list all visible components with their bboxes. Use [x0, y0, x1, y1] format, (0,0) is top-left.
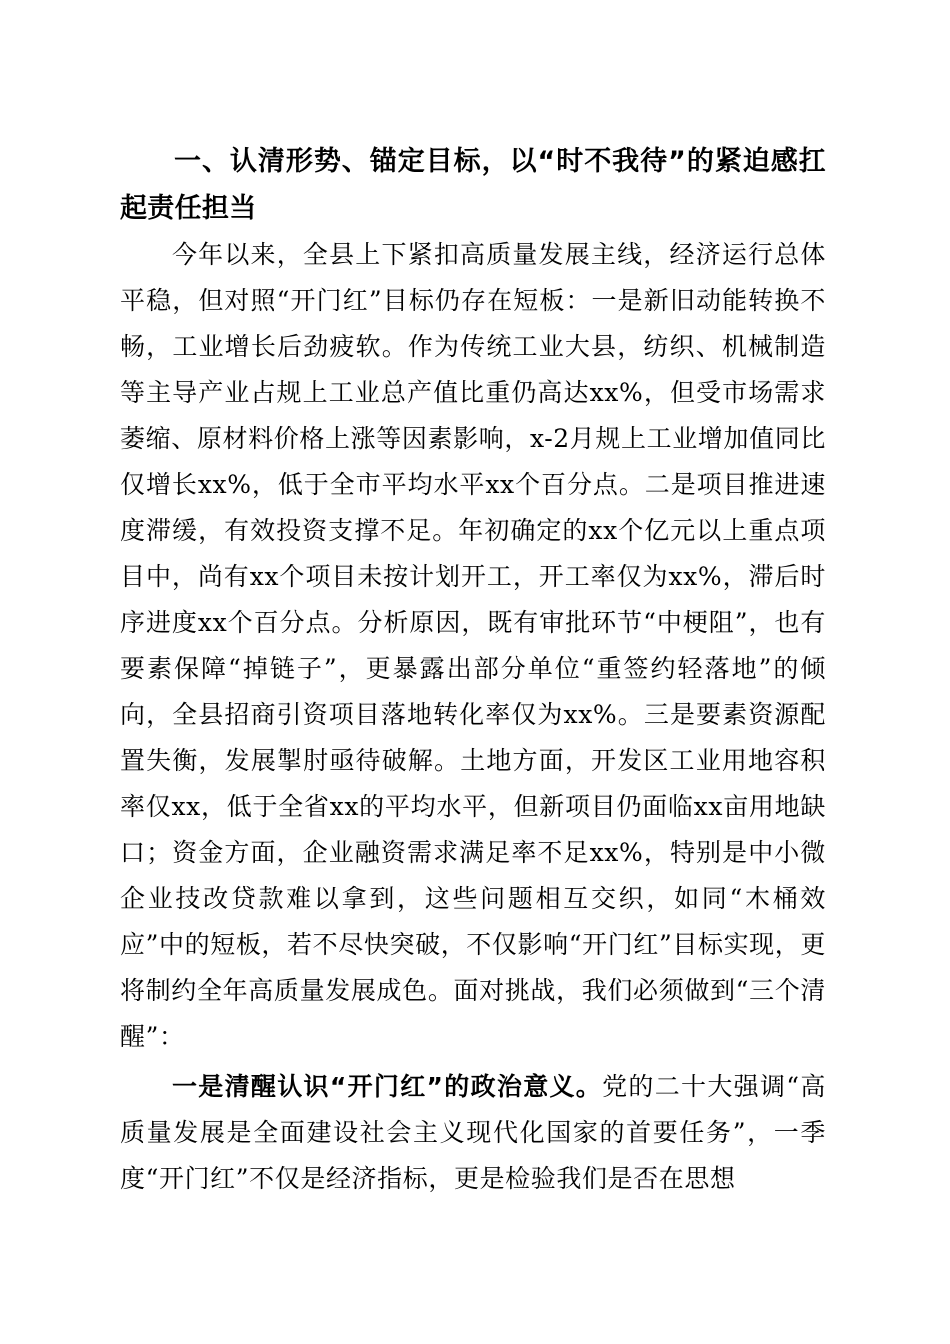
paragraph-text-2: 党的二十大强调“高质量发展是全面建设社会主义现代化国家的首要任务”，一季度“开门红”不仅是经济指标，更是检验我们是否在思想 [120, 1072, 826, 1193]
paragraph-text-1: 今年以来，全县上下紧扣高质量发展主线，经济运行总体平稳，但对照“开门红”目标仍存在短板：一是新旧动能转换不畅，工业增长后劲疲软。作为传统工业大县，纺织、机械制造等主导产业占规上工业总产值比重仍高达xx%，但受市场需求萎缩、原材料价格上涨等因素影响，x-2月规上工业增加值同比仅增长xx%，低于全市平均水平xx个百分点。二是项目推进速度滞缓，有效投资支撑不足。年初确定的xx个亿元以上重点项目中，尚有xx个项目未按计划开工，开工率仅为xx%，滞后时序进度xx个百分点。分析原因，既有审批环节“中梗阻”，也有要素保障“掉链子”，更暴露出部分单位“重签约轻落地”的倾向，全县招商引资项目落地转化率仅为xx%。三是要素资源配置失衡，发展掣肘亟待破解。土地方面，开发区工业用地容积率仅xx，低于全省xx的平均水平，但新项目仍面临xx亩用地缺口；资金方面，企业融资需求满足率不足xx%，特别是中小微企业技改贷款难以拿到，这些问题相互交织，如同“木桶效应”中的短板，若不尽快突破，不仅影响“开门红”目标实现，更将制约全年高质量发展成色。面对挑战，我们必须做到“三个清醒”： [120, 240, 826, 1051]
body-paragraph-1 [120, 232, 826, 1060]
body-paragraph-2 [120, 1064, 826, 1202]
section-heading: 一、认清形势、锚定目标，以“时不我待”的紧迫感扛起责任担当 [120, 146, 826, 224]
document-body [120, 138, 826, 1202]
paragraph-lead-2: 一是清醒认识“开门红”的政治意义。 [172, 1072, 603, 1101]
